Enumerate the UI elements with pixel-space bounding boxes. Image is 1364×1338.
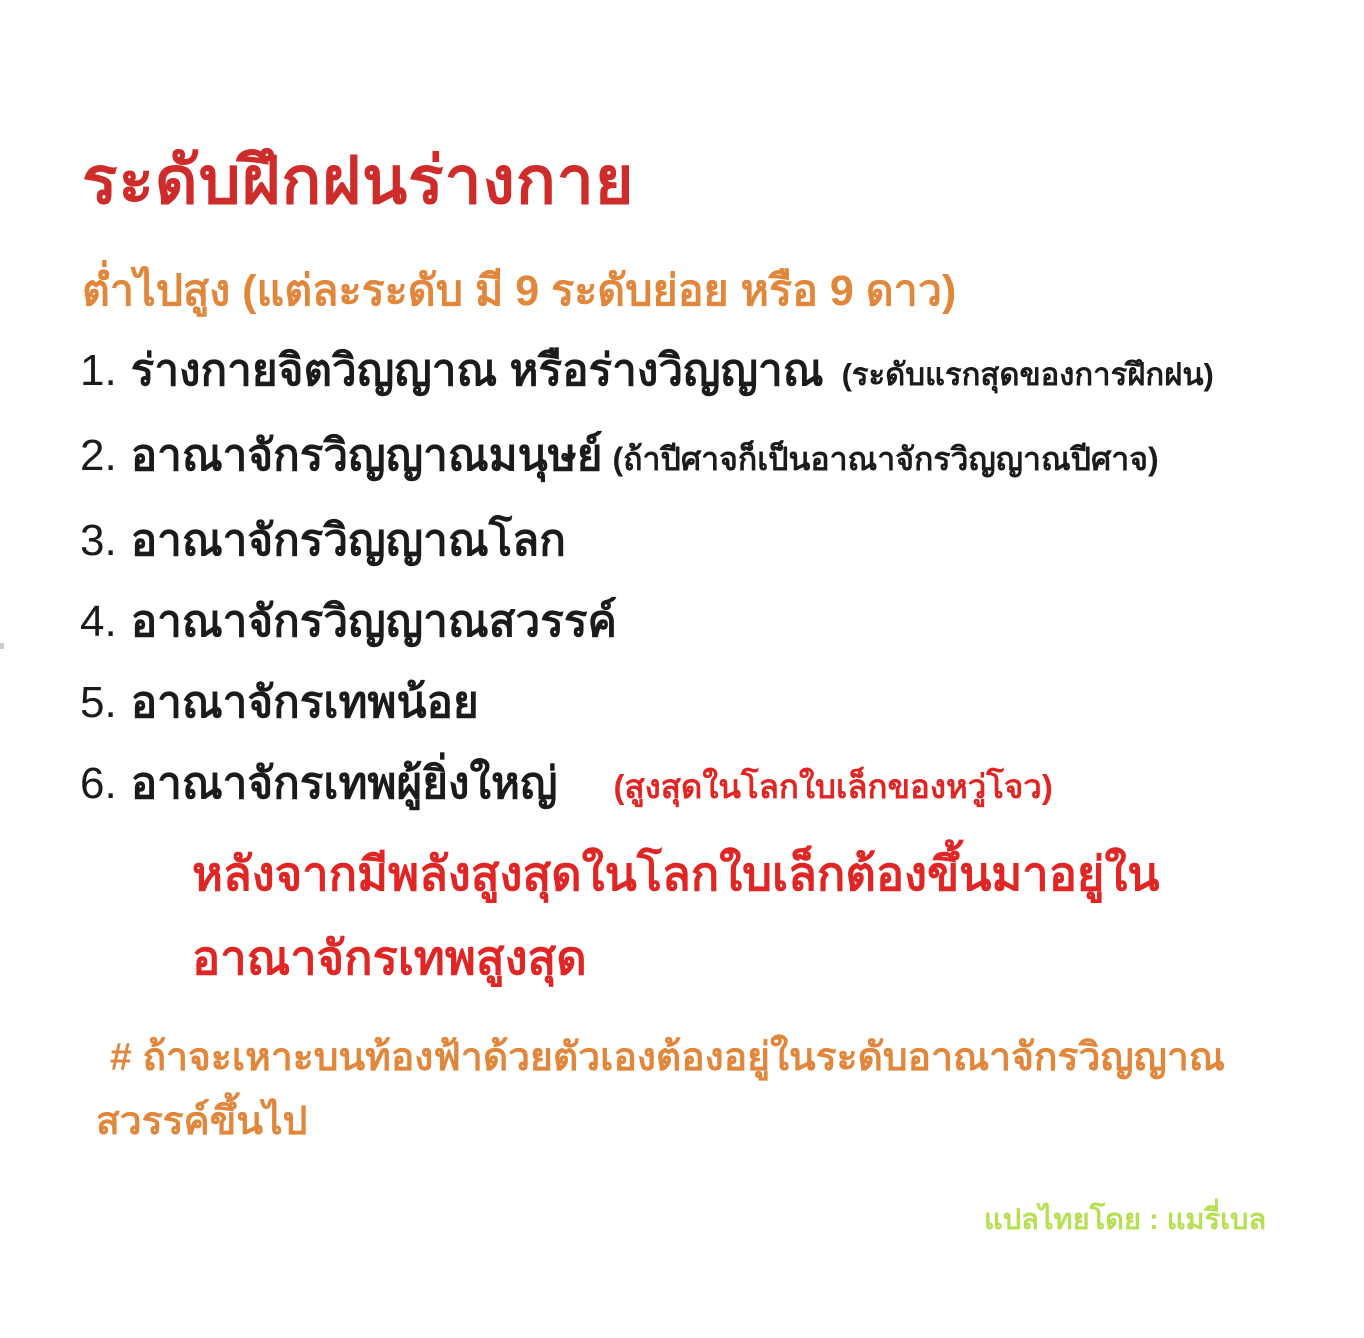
- item-number: 2.: [80, 431, 117, 480]
- item-text: อาณาจักรวิญญาณมนุษย์: [130, 431, 603, 480]
- list-item: [80, 330, 1214, 415]
- scan-artifact: [0, 643, 4, 649]
- item-text: อาณาจักรวิญญาณโลก: [130, 516, 566, 565]
- item-number: 1.: [80, 346, 117, 395]
- item-number: 5.: [80, 678, 117, 727]
- page-title: ระดับฝึกฝนร่างกาย: [82, 143, 635, 217]
- level-list: [80, 330, 1214, 827]
- highlight-paragraph: [192, 832, 1160, 1000]
- list-item: [80, 743, 1214, 827]
- item-note: (ถ้าปีศาจก็เป็นอาณาจักรวิญญาณปีศาจ): [612, 441, 1159, 477]
- highlight-line: อาณาจักรเทพสูงสุด: [192, 931, 587, 984]
- list-item: [80, 415, 1214, 500]
- subtitle: ต่ำไปสูง (แต่ละระดับ มี 9 ระดับย่อย หรือ 9 ดาว): [82, 267, 957, 315]
- list-item: [80, 581, 1214, 662]
- remark-line: # ถ้าจะเหาะบนท้องฟ้าด้วยตัวเองต้องอยู่ในระดับอาณาจักรวิญญาณ: [110, 1036, 1225, 1079]
- item-number: 4.: [80, 597, 117, 646]
- item-number: 3.: [80, 516, 117, 565]
- item-text: อาณาจักรเทพน้อย: [130, 678, 479, 727]
- item-text: ร่างกายจิตวิญญาณ หรือร่างวิญญาณ: [130, 346, 824, 395]
- item-number: 6.: [80, 759, 117, 808]
- remark-line: สวรรค์ขึ้นไป: [96, 1100, 308, 1143]
- item-note-red: (สูงสุดในโลกใบเล็กของหวู่โจว): [613, 768, 1053, 805]
- list-item: [80, 500, 1214, 581]
- translator-credit: แปลไทยโดย : แมรี่เบล: [984, 1204, 1267, 1236]
- list-item: [80, 662, 1214, 743]
- item-text: อาณาจักรวิญญาณสวรรค์: [130, 597, 617, 646]
- remark-paragraph: [96, 1026, 1225, 1154]
- item-note: (ระดับแรกสุดของการฝึกฝน): [841, 357, 1214, 392]
- item-text: อาณาจักรเทพผู้ยิ่งใหญ่: [130, 759, 558, 808]
- highlight-line: หลังจากมีพลังสูงสุดในโลกใบเล็กต้องขึ้นมาอยู่ใน: [192, 847, 1160, 900]
